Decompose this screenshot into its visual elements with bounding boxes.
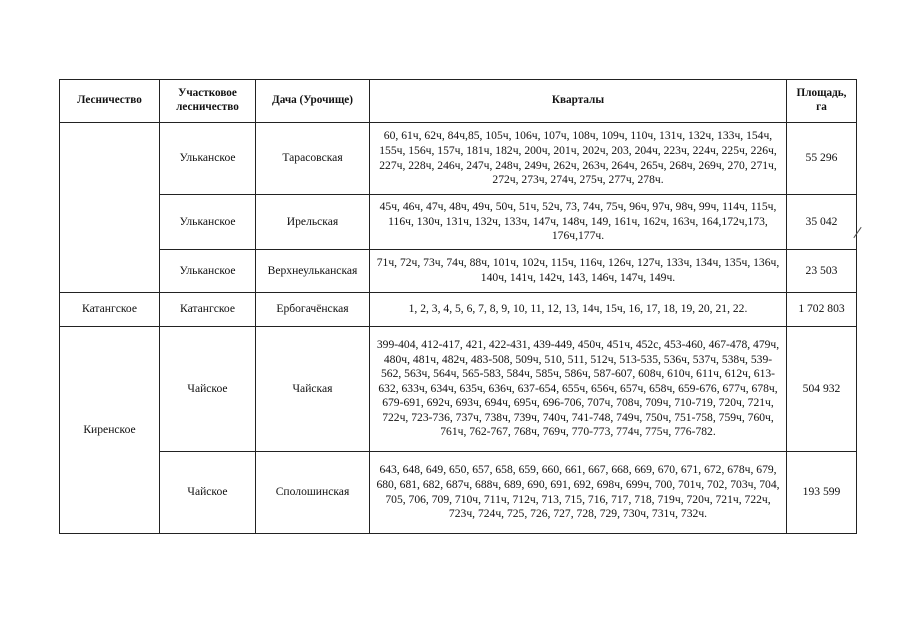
area-cell: 35 042: [787, 195, 857, 250]
table-row: [60, 293, 857, 327]
area-cell: 193 599: [787, 452, 857, 534]
table-row: [60, 123, 857, 195]
dacha-cell: Чайская: [256, 327, 370, 452]
dacha-cell: Верхнеульканская: [256, 250, 370, 293]
quarters-cell: 45ч, 46ч, 47ч, 48ч, 49ч, 50ч, 51ч, 52ч, 73, 74ч, 75ч, 96ч, 97ч, 98ч, 99ч, 114ч, 115ч, 116ч, 130ч, 131ч, 132ч, 133ч, 147ч, 148ч, 149, 161ч, 162ч, 163ч, 164,172ч,173, 176ч,177ч.: [370, 195, 787, 250]
header-dacha: Дача (Урочище): [256, 80, 370, 123]
area-cell: 55 296: [787, 123, 857, 195]
header-row: [60, 80, 857, 123]
quarters-cell: 1, 2, 3, 4, 5, 6, 7, 8, 9, 10, 11, 12, 13, 14ч, 15ч, 16, 17, 18, 19, 20, 21, 22.: [370, 293, 787, 327]
table-row: [60, 250, 857, 293]
dacha-cell: Тарасовская: [256, 123, 370, 195]
forestry-cell: Катангское: [60, 293, 160, 327]
table-row: [60, 452, 857, 534]
forestry-cell: Киренское: [60, 327, 160, 534]
district-cell: Ульканское: [160, 123, 256, 195]
dacha-cell: Ербогачёнская: [256, 293, 370, 327]
quarters-cell: 60, 61ч, 62ч, 84ч,85, 105ч, 106ч, 107ч, 108ч, 109ч, 110ч, 131ч, 132ч, 133ч, 154ч, 155ч, 156ч, 157ч, 181ч, 182ч, 200ч, 201ч, 202ч, 203, 204ч, 223ч, 224ч, 225ч, 226ч, 227ч, 228ч, 246ч, 247ч, 248ч, 249ч, 262ч, 263ч, 264ч, 265ч, 268ч, 269ч, 270, 271ч, 272ч, 273ч, 274ч, 275ч, 277ч, 278ч.: [370, 123, 787, 195]
quarters-cell: 71ч, 72ч, 73ч, 74ч, 88ч, 101ч, 102ч, 115ч, 116ч, 126ч, 127ч, 133ч, 134ч, 135ч, 136ч, 140ч, 141ч, 142ч, 143, 146ч, 147ч, 149ч.: [370, 250, 787, 293]
area-cell: 504 932: [787, 327, 857, 452]
district-cell: Катангское: [160, 293, 256, 327]
dacha-cell: Ирельская: [256, 195, 370, 250]
quarters-cell: 399-404, 412-417, 421, 422-431, 439-449, 450ч, 451ч, 452с, 453-460, 467-478, 479ч, 480ч, 481ч, 482ч, 483-508, 509ч, 510, 511, 512ч, 513-535, 536ч, 537ч, 538ч, 539-562, 563ч, 564ч, 565-583, 584ч, 585ч, 586ч, 587-607, 608ч, 610ч, 611ч, 612ч, 613-632, 633ч, 634ч, 635ч, 636ч, 637-654, 655ч, 656ч, 657ч, 658ч, 659-676, 677ч, 678ч, 679-691, 692ч, 693ч, 694ч, 695ч, 696-706, 707ч, 708ч, 709ч, 710-719, 720ч, 721ч, 722ч, 723-736, 737ч, 738ч, 739ч, 740ч, 741-748, 749ч, 750ч, 751-758, 759ч, 760ч, 761ч, 762-767, 768ч, 769ч, 770-773, 774ч, 775ч, 776-782.: [370, 327, 787, 452]
district-cell: Ульканское: [160, 250, 256, 293]
district-cell: Чайское: [160, 327, 256, 452]
header-district-forestry: Участковое лесничество: [160, 80, 256, 123]
table-row: [60, 195, 857, 250]
area-cell: 1 702 803: [787, 293, 857, 327]
table-row: [60, 327, 857, 452]
forestry-cell: [60, 123, 160, 293]
header-forestry: Лесничество: [60, 80, 160, 123]
forest-quarters-table: [59, 79, 857, 534]
header-area: Площадь, га: [787, 80, 857, 123]
quarters-cell: 643, 648, 649, 650, 657, 658, 659, 660, 661, 667, 668, 669, 670, 671, 672, 678ч, 679, 680, 681, 682, 687ч, 688ч, 689, 690, 691, 692, 698ч, 699ч, 700, 701ч, 702, 703ч, 704, 705, 706, 709, 710ч, 711ч, 712ч, 713, 715, 716, 717, 718, 719ч, 720ч, 721ч, 722ч, 723ч, 724ч, 725, 726, 727, 728, 729, 730ч, 731ч, 732ч.: [370, 452, 787, 534]
dacha-cell: Сполошинская: [256, 452, 370, 534]
area-cell: 23 503: [787, 250, 857, 293]
district-cell: Чайское: [160, 452, 256, 534]
district-cell: Ульканское: [160, 195, 256, 250]
header-quarters: Кварталы: [370, 80, 787, 123]
